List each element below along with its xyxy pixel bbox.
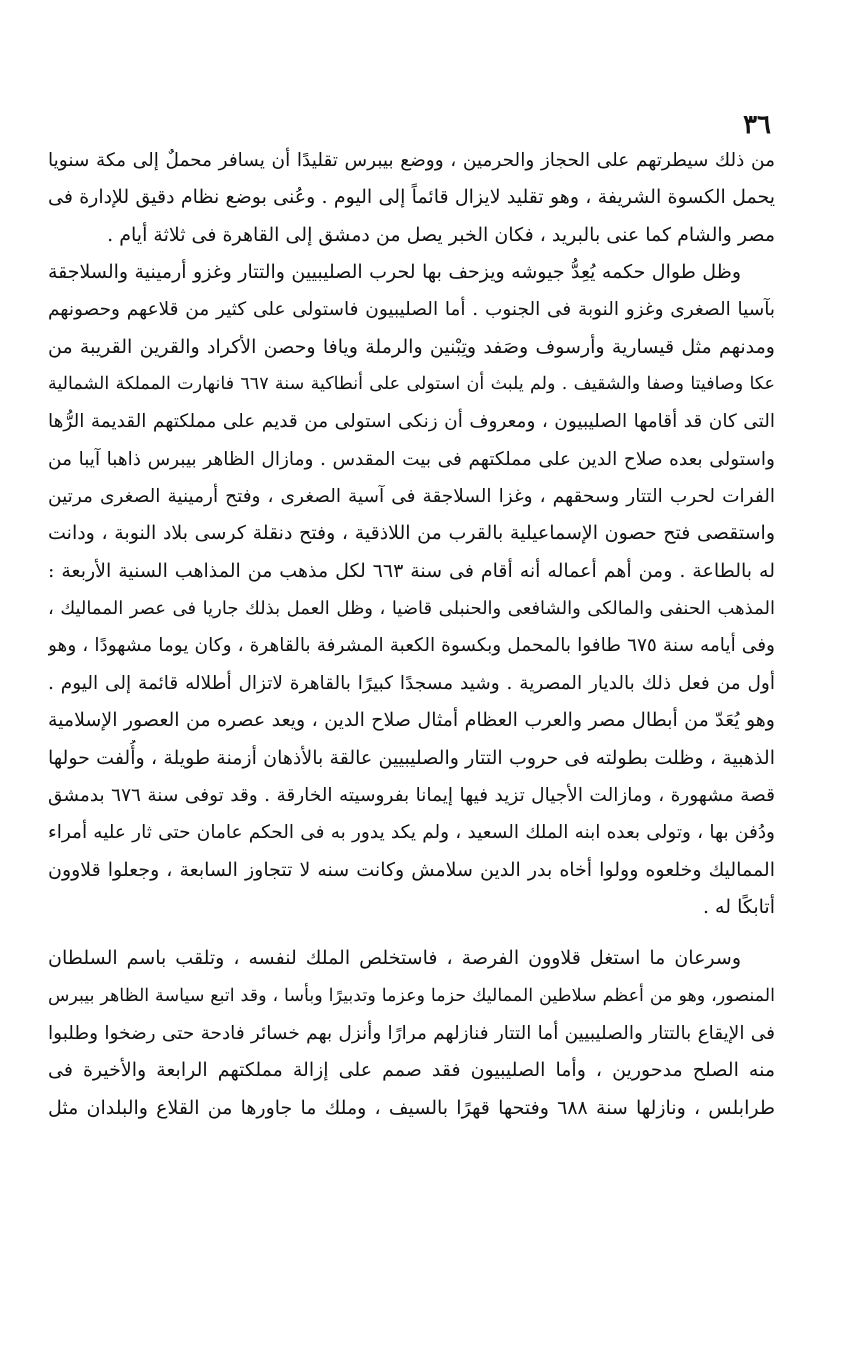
page-number: ٣٦: [743, 110, 771, 140]
paragraph: [48, 142, 775, 254]
text-line: المنصور، وهو من أعظم سلاطين المماليك حزما وعزما وتدبيرًا وبأسا ، وقد اتبع سياسة الظاهر بيبرس: [48, 985, 775, 1006]
text-line: المماليك وخلعوه وولوا أخاه بدر الدين سلامش وكانت سنه لا تتجاوز السابعة ، وجعلوا قلاوون: [48, 858, 775, 881]
text-line: ودُفن بها ، وتولى بعده ابنه الملك السعيد ، ولم يكد يدور به فى الحكم عامان حتى ثار عليه أمراء: [48, 822, 775, 844]
text-line: طرابلس ، ونازلها سنة ٦٨٨ وفتحها قهرًا بالسيف ، وملك ما جاورها من القلاع والبلدان مثل: [48, 1096, 775, 1119]
text-line: وسرعان ما استغل قلاوون الفرصة ، فاستخلص الملك لنفسه ، وتلقب باسم السلطان: [48, 947, 741, 970]
text-line: فى الإيقاع بالتتار والصليبيين أما التتار فنازلهم مرارًا وأنزل بهم خسائر فادحة حتى رضخوا وطلبوا: [48, 1022, 775, 1044]
text-line: له بالطاعة . ومن أهم أعماله أنه أقام فى سنة ٦٦٣ لكل مذهب من المذاهب السنية الأربعة :: [48, 559, 775, 582]
body-text: [48, 142, 775, 1127]
text-line: وهو يُعَدّ من أبطال مصر والعرب العظام أمثال صلاح الدين ، ويعد عصره من العصور الإسلامية: [48, 709, 775, 732]
text-line: واستولى بعده صلاح الدين على مملكتهم فى بيت المقدس . ومازال الظاهر بيبرس ذاهبا آيبا من: [48, 448, 775, 470]
text-line: من ذلك سيطرتهم على الحجاز والحرمين ، ووضع بيبرس تقليدًا أن يسافر محملٌ إلى مكة سنويا: [48, 150, 775, 171]
text-line: عكا وصافيتا وصفا والشقيف . ولم يلبث أن استولى على أنطاكية سنة ٦٦٧ فانهارت المملكة الشمالية: [48, 374, 775, 395]
text-line: وفى أيامه سنة ٦٧٥ طافوا بالمحمل وبكسوة الكعبة المشرفة بالقاهرة ، وكان يوما مشهودًا ، وهو: [48, 635, 775, 657]
text-line: مصر والشام كما عنى بالبريد ، فكان الخبر يصل من دمشق إلى القاهرة فى ثلاثة أيام .: [107, 223, 775, 246]
paragraph: [48, 254, 775, 926]
text-line: التى كان قد أقامها الصليبيون ، ومعروف أن زنكى استولى من قديم على مملكتهم القديمة الرُّها: [48, 411, 775, 433]
text-line: أول من فعل ذلك بالديار المصرية . وشيد مسجدًا كبيرًا بالقاهرة لاتزال أطلاله قائمة إلى اليوم .: [48, 672, 775, 694]
text-line: واستقصى فتح حصون الإسماعيلية بالقرب من اللاذقية ، وفتح دنقلة كرسى بلاد النوبة ، ودانت: [48, 522, 775, 545]
text-line: منه الصلح مدحورين ، وأما الصليبيون فقد صمم على إزالة مملكتهم الرابعة والأخيرة فى: [48, 1059, 775, 1082]
paragraph: [48, 940, 775, 1127]
text-line: وظل طوال حكمه يُعِدُّ جيوشه ويزحف بها لحرب الصليبيين والتتار وغزو أرمينية والسلاجقة: [48, 261, 741, 284]
paragraph-gap: [48, 926, 775, 940]
text-line: يحمل الكسوة الشريفة ، وهو تقليد لايزال قائماً إلى اليوم . وعُنى بوضع نظام دقيق للإدارة فى: [48, 186, 775, 209]
text-line: أتابكًا له .: [702, 895, 775, 918]
text-line: ومدنهم مثل قيسارية وأرسوف وصَفد وتِبْنين والرملة ويافا وحصن الأكراد والقرين القريبة من: [48, 335, 775, 358]
text-line: الفرات لحرب التتار وسحقهم ، وغزا السلاجقة فى آسية الصغرى ، وفتح أرمينية الصغرى مرتين: [48, 486, 775, 508]
text-line: المذهب الحنفى والمالكى والشافعى والحنبلى قاضيا ، وظل العمل بذلك جاريا فى عصر المماليك ،: [48, 598, 775, 620]
text-line: بآسيا الصغرى وغزو النوبة فى الجنوب . أما الصليبيون فاستولى على كثير من قلاعهم وحصونهم: [48, 299, 775, 321]
text-line: الذهبية ، وظلت بطولته فى حروب التتار والصليبيين عالقة بالأذهان أزمنة طويلة ، وأُلفت حولها: [48, 746, 775, 769]
text-line: قصة مشهورة ، ومازالت الأجيال تزيد فيها إيمانا بفروسيته الخارقة . وقد توفى سنة ٦٧٦ بدمشق: [48, 784, 775, 806]
